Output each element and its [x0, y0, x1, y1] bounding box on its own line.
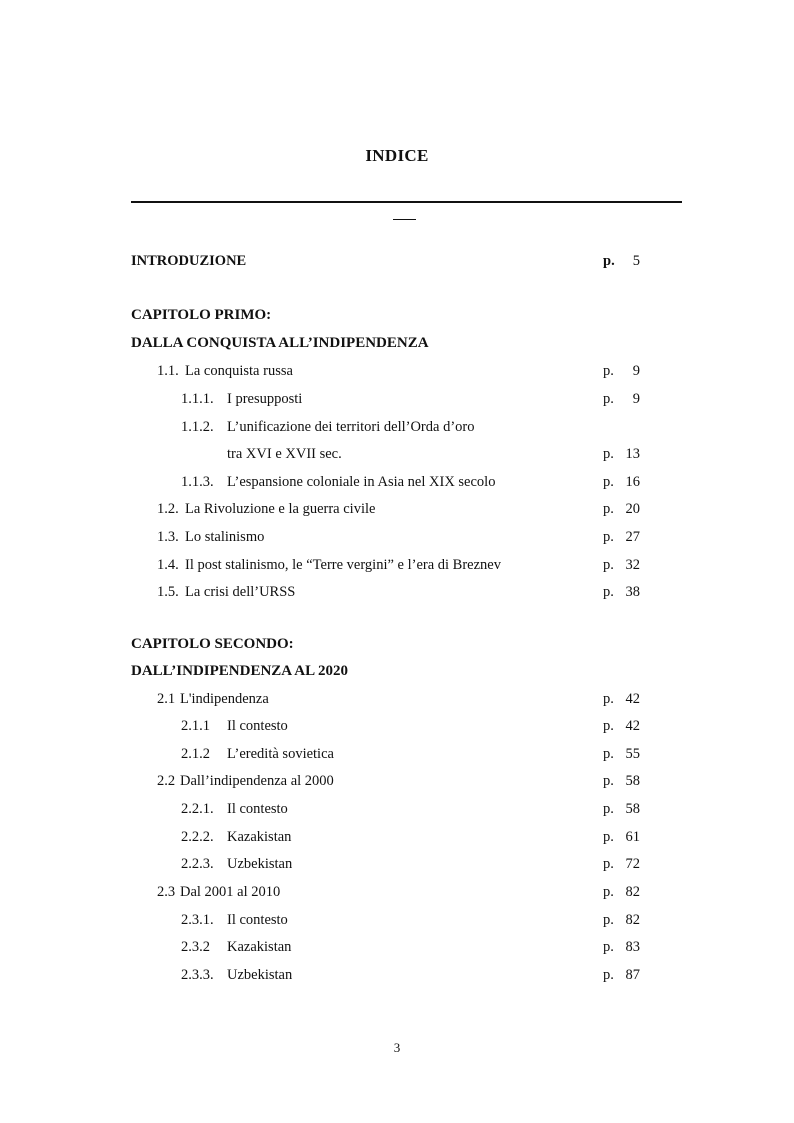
toc-entry-p: p.: [603, 939, 614, 955]
toc-entry-text: Il contesto: [227, 718, 288, 734]
toc-entry-page: 9: [632, 363, 640, 379]
toc-entry-p: p.: [603, 884, 614, 900]
toc-entry-text: La Rivoluzione e la guerra civile: [185, 501, 376, 517]
toc-entry-number: 2.3: [157, 884, 176, 900]
toc-entry-p: p.: [603, 363, 614, 379]
toc-entry-text: Uzbekistan: [227, 967, 293, 983]
toc-entry[interactable]: [0, 416, 794, 438]
toc-entry-p: p.: [603, 691, 614, 707]
toc-entry-p: p.: [603, 773, 614, 789]
toc-entry-p: p.: [603, 967, 614, 983]
toc-entry-text: Il contesto: [227, 801, 288, 817]
toc-entry-continuation[interactable]: [0, 443, 794, 465]
toc-entry-p: p.: [603, 584, 614, 600]
toc-entry[interactable]: [0, 853, 794, 875]
toc-entry-p: p.: [603, 501, 614, 517]
toc-entry-page: 5: [632, 253, 640, 269]
toc-entry-page: 20: [625, 501, 640, 517]
toc-entry-text: La crisi dell’URSS: [185, 584, 296, 600]
toc-entry-number: 2.2.2.: [181, 829, 214, 845]
chapter1-label: CAPITOLO PRIMO:: [131, 307, 272, 323]
toc-entry[interactable]: [0, 881, 794, 903]
toc-entry-page: 32: [625, 557, 640, 573]
toc-entry-page: 82: [625, 912, 640, 928]
toc-entry[interactable]: [0, 770, 794, 792]
toc-entry-p: p.: [603, 829, 614, 845]
chapter1-title: DALLA CONQUISTA ALL’INDIPENDENZA: [131, 335, 429, 351]
chapter2-label: CAPITOLO SECONDO:: [131, 636, 294, 652]
toc-entry-p: p.: [603, 253, 615, 269]
toc-entry-number: 2.1.1: [181, 718, 210, 734]
toc-entry-page: 82: [625, 884, 640, 900]
toc-entry-page: 27: [625, 529, 640, 545]
toc-entry-number: 2.2.3.: [181, 856, 214, 872]
toc-entry-page: 58: [625, 801, 640, 817]
toc-entry-p: p.: [603, 856, 614, 872]
toc-entry-page: 42: [625, 691, 640, 707]
toc-entry[interactable]: [0, 964, 794, 986]
toc-entry-number: 1.1.3.: [181, 474, 214, 490]
toc-entry[interactable]: [0, 554, 794, 576]
toc-entry-number: 1.1.: [157, 363, 179, 379]
toc-entry-page: 9: [632, 391, 640, 407]
toc-entry-page: 87: [625, 967, 640, 983]
toc-entry-text: L’eredità sovietica: [227, 746, 334, 762]
toc-entry-text: L’unificazione dei territori dell’Orda d’oro: [227, 419, 475, 435]
toc-entry-text: I presupposti: [227, 391, 303, 407]
toc-entry-p: p.: [603, 474, 614, 490]
toc-entry-text: Dal 2001 al 2010: [180, 884, 281, 900]
toc-entry-p: p.: [603, 391, 614, 407]
toc-entry-text: Il contesto: [227, 912, 288, 928]
toc-entry[interactable]: [0, 498, 794, 520]
toc-entry-p: p.: [603, 446, 614, 462]
title-short-rule: [393, 219, 416, 220]
toc-entry-page: 72: [625, 856, 640, 872]
toc-entry[interactable]: [0, 715, 794, 737]
toc-entry-text: tra XVI e XVII sec.: [227, 446, 342, 462]
toc-entry-number: 1.4.: [157, 557, 179, 573]
toc-entry-text: L’espansione coloniale in Asia nel XIX secolo: [227, 474, 496, 490]
toc-entry-number: 2.2: [157, 773, 176, 789]
toc-entry-number: 2.3.1.: [181, 912, 214, 928]
toc-entry[interactable]: [0, 360, 794, 382]
toc-entry-page: 13: [625, 446, 640, 462]
toc-entry-page: 55: [625, 746, 640, 762]
toc-entry-page: 61: [625, 829, 640, 845]
toc-entry-p: p.: [603, 557, 614, 573]
toc-entry-number: 2.1: [157, 691, 176, 707]
toc-entry-number: 2.3.2: [181, 939, 210, 955]
toc-entry-text: Il post stalinismo, le “Terre vergini” e l’era di Breznev: [185, 557, 501, 573]
title-rule: [131, 201, 682, 203]
toc-entry-p: p.: [603, 746, 614, 762]
toc-entry-number: 1.5.: [157, 584, 179, 600]
toc-entry-number: 2.3.3.: [181, 967, 214, 983]
toc-entry[interactable]: [0, 388, 794, 410]
toc-entry-text: Kazakistan: [227, 939, 292, 955]
toc-entry-p: p.: [603, 912, 614, 928]
page-number: 3: [393, 1040, 401, 1055]
toc-entry-number: 2.1.2: [181, 746, 210, 762]
toc-entry[interactable]: [0, 471, 794, 493]
toc-entry[interactable]: [0, 688, 794, 710]
toc-entry-text: Dall’indipendenza al 2000: [180, 773, 334, 789]
toc-entry[interactable]: [0, 798, 794, 820]
toc-entry-page: 16: [625, 474, 640, 490]
toc-entry-number: 1.1.1.: [181, 391, 214, 407]
toc-entry[interactable]: [0, 909, 794, 931]
toc-entry[interactable]: [0, 826, 794, 848]
chapter2-title: DALL’INDIPENDENZA AL 2020: [131, 663, 348, 679]
toc-entry-introduzione[interactable]: [0, 250, 794, 272]
toc-entry-p: p.: [603, 529, 614, 545]
toc-entry-text: Uzbekistan: [227, 856, 293, 872]
toc-entry-number: 2.2.1.: [181, 801, 214, 817]
toc-entry-number: 1.1.2.: [181, 419, 214, 435]
toc-entry[interactable]: [0, 936, 794, 958]
toc-entry-text: La conquista russa: [185, 363, 293, 379]
toc-entry-page: 58: [625, 773, 640, 789]
toc-entry-page: 42: [625, 718, 640, 734]
toc-entry[interactable]: [0, 581, 794, 603]
toc-entry-number: 1.3.: [157, 529, 179, 545]
toc-entry-p: p.: [603, 718, 614, 734]
toc-entry-page: 38: [625, 584, 640, 600]
toc-entry-text: Lo stalinismo: [185, 529, 265, 545]
toc-entry-number: 1.2.: [157, 501, 179, 517]
toc-entry-text: INTRODUZIONE: [131, 253, 247, 269]
toc-entry-p: p.: [603, 801, 614, 817]
toc-entry-text: L'indipendenza: [180, 691, 269, 707]
toc-entry[interactable]: [0, 743, 794, 765]
toc-entry-text: Kazakistan: [227, 829, 292, 845]
toc-entry-page: 83: [625, 939, 640, 955]
page-title: INDICE: [365, 146, 429, 165]
toc-entry[interactable]: [0, 526, 794, 548]
